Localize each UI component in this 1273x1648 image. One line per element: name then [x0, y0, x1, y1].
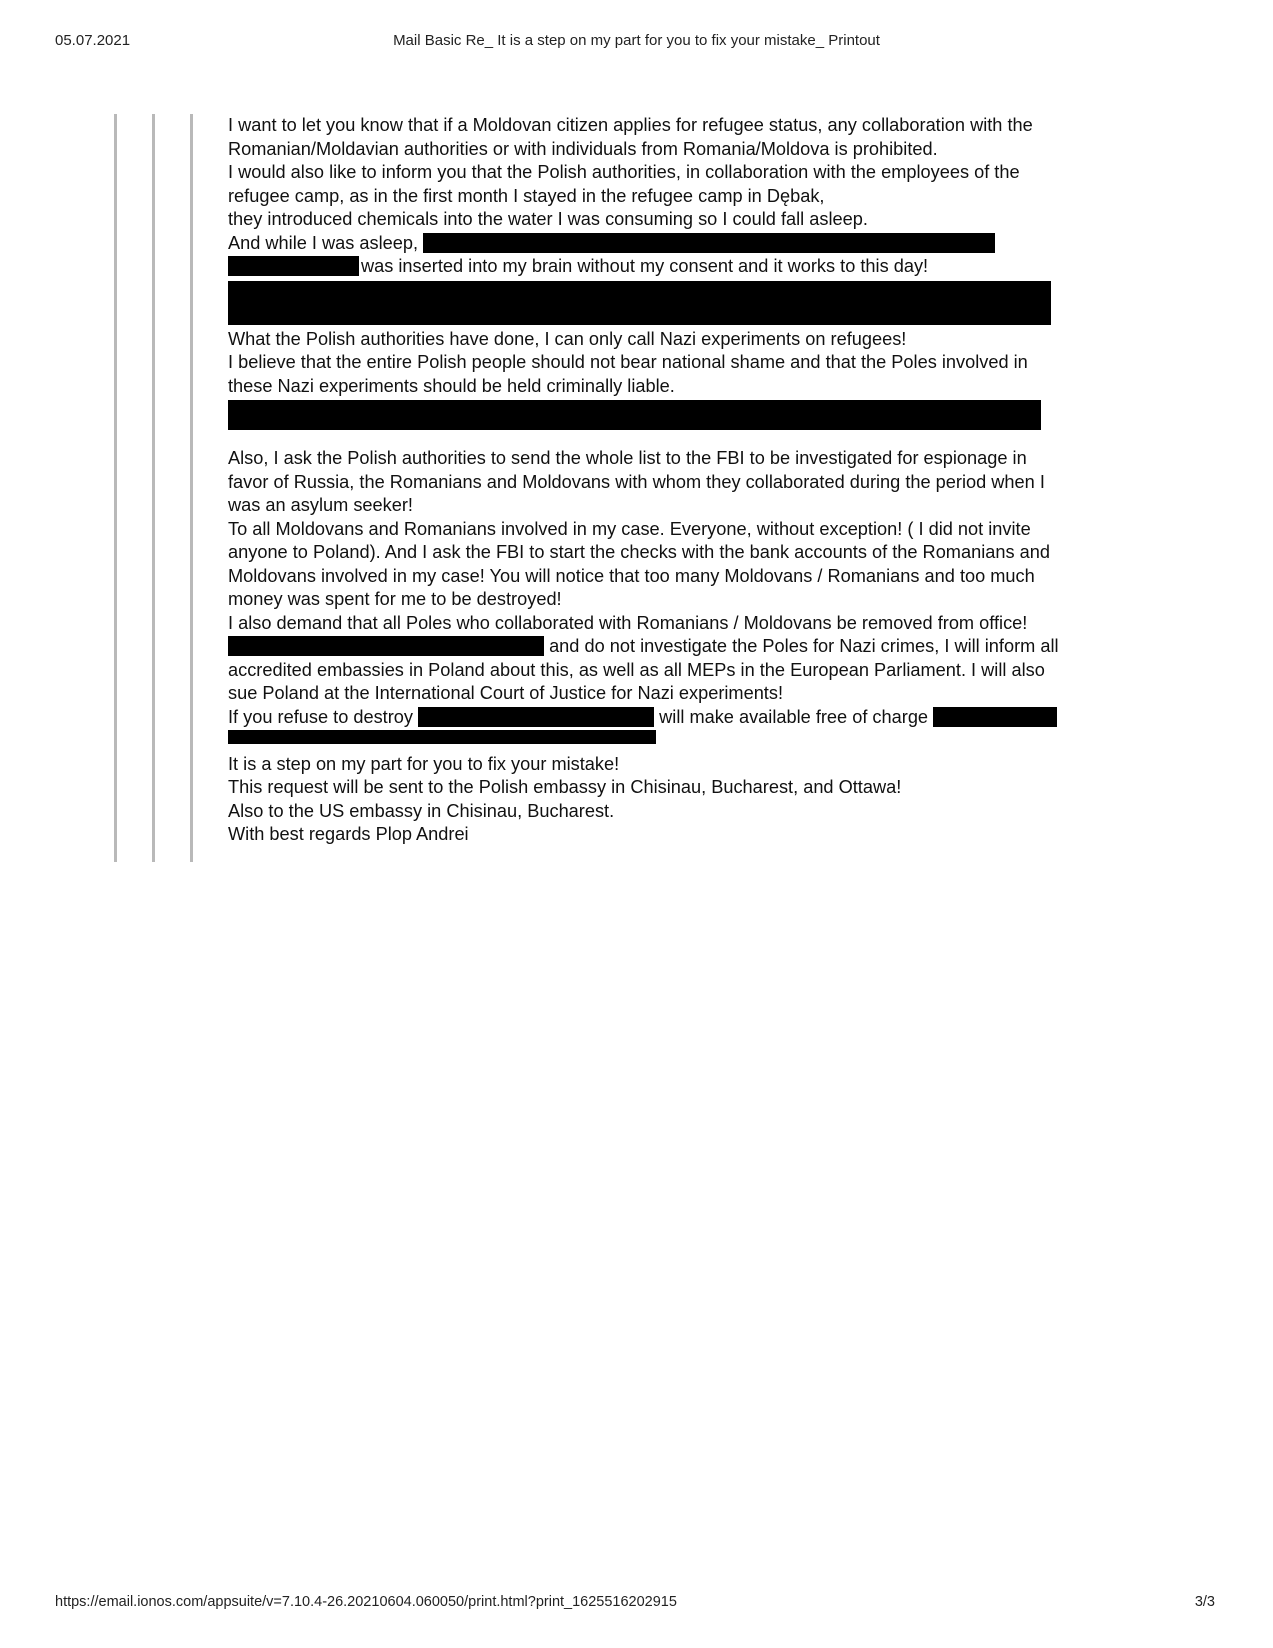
message-line: Also, I ask the Polish authorities to send the whole list to the FBI to be investigated for espionage in [228, 448, 1027, 468]
redaction-box [418, 707, 654, 727]
message-line [228, 232, 1148, 256]
message-text: and do not investigate the Poles for Nazi crimes, I will inform all [549, 636, 1059, 656]
message-line: these Nazi experiments should be held criminally liable. [228, 375, 675, 396]
message-line [228, 281, 1148, 328]
message-text: was inserted into my brain without my consent and it works to this day! [361, 256, 929, 276]
message-text: will make available free of charge [659, 706, 929, 727]
message-line [228, 255, 1148, 279]
message-line: Romanian/Moldavian authorities or with individuals from Romania/Moldova is prohibited. [228, 138, 938, 159]
redaction-box [423, 233, 995, 253]
message-line: I would also like to inform you that the Polish authorities, in collaboration with the employees of the [228, 162, 1020, 182]
message-line: Also to the US embassy in Chisinau, Bucharest. [228, 800, 615, 821]
redaction-box [228, 636, 544, 656]
message-line: refugee camp, as in the first month I stayed in the refugee camp in Dębak, [228, 185, 825, 206]
message-line: With best regards Plop Andrei [228, 824, 469, 844]
print-url: https://email.ionos.com/appsuite/v=7.10.4-26.20210604.060050/print.html?print_1625516202915 [55, 1594, 677, 1610]
message-line: I believe that the entire Polish people should not bear national shame and that the Poles involved in [228, 352, 1028, 372]
print-date: 05.07.2021 [55, 32, 131, 49]
print-title: Mail Basic Re_ It is a step on my part for you to fix your mistake_ Printout [393, 32, 880, 49]
message-line: What the Polish authorities have done, I can only call Nazi experiments on refugees! [228, 328, 907, 349]
message-line: I want to let you know that if a Moldovan citizen applies for refugee status, any collaboration with the [228, 115, 1033, 135]
message-line [228, 729, 1148, 753]
message-line: favor of Russia, the Romanians and Moldovans with whom they collaborated during the period when I [228, 471, 1045, 492]
message-line: It is a step on my part for you to fix your mistake! [228, 753, 620, 774]
message-line: This request will be sent to the Polish embassy in Chisinau, Bucharest, and Ottawa! [228, 777, 902, 797]
message-line [228, 635, 1148, 659]
message-line: I also demand that all Poles who collaborated with Romanians / Moldovans be removed from office! [228, 612, 1028, 633]
message-line [228, 706, 1148, 730]
message-line: Moldovans involved in my case! You will notice that too many Moldovans / Romanians and too much [228, 565, 1035, 586]
redaction-box [228, 281, 1051, 325]
message-text: If you refuse to destroy [228, 706, 414, 727]
message-line [228, 400, 1148, 447]
redaction-box [228, 730, 656, 744]
message-line: was an asylum seeker! [228, 495, 413, 515]
message-line: anyone to Poland). And I ask the FBI to start the checks with the bank accounts of the Romanians and [228, 542, 1050, 562]
redaction-box [228, 400, 1041, 430]
message-body [228, 114, 1148, 847]
message-line: To all Moldovans and Romanians involved in my case. Everyone, without exception! ( I did not invite [228, 518, 1031, 539]
page-number: 3/3 [1194, 1594, 1215, 1610]
message-line: accredited embassies in Poland about this, as well as all MEPs in the European Parliament. I will also [228, 659, 1045, 680]
message-line: sue Poland at the International Court of Justice for Nazi experiments! [228, 683, 784, 703]
quote-bar [152, 114, 155, 862]
message-line: they introduced chemicals into the water I was consuming so I could fall asleep. [228, 209, 868, 229]
quote-bar [114, 114, 117, 862]
redaction-box [933, 707, 1057, 727]
quote-bar [190, 114, 193, 862]
message-line: money was spent for me to be destroyed! [228, 589, 562, 609]
message-text: And while I was asleep, [228, 232, 419, 253]
redaction-box [228, 256, 359, 276]
